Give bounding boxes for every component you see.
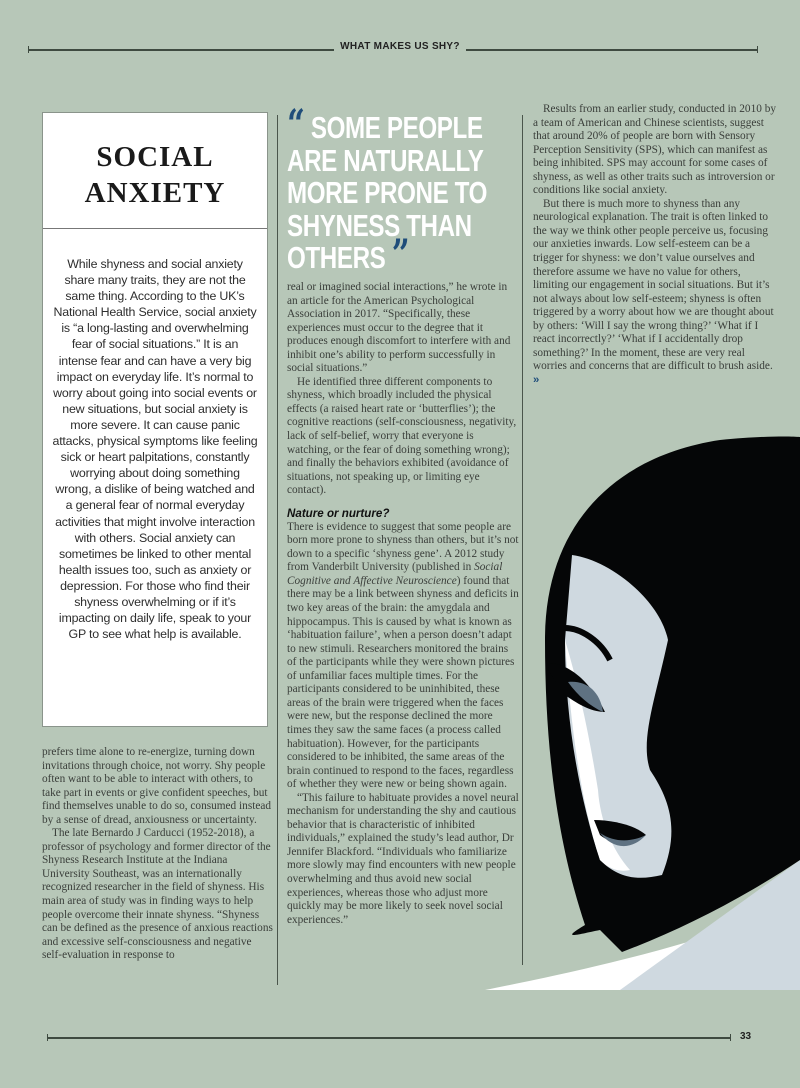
section-title: WHAT MAKES US SHY? xyxy=(0,41,800,52)
rule-end xyxy=(730,1034,731,1041)
paragraph: There is evidence to suggest that some people are born more prone to shyness than others, but it’s not down to a specific ‘shyness gene’. A 2012 study from Vanderbilt University (published in Social Cognitive and Affective Neuroscience) found that there may be a link between shyness and deficits in two key areas of the brain: the amygdala and hippocampus. This is caused by what is known as ‘habituation failure’, when a person doesn’t adapt to new stimuli. Researchers monitored the brains of the participants while they were shown pictures of unfamiliar faces multiple times. For the participants considered to be uninhibited, these areas of the brain were triggered when the faces were new, but the response declined the more times they saw the same faces (a process called habituation). However, for the participants considered to be inhibited, the same areas of the brain continued to respond to the faces, regardless of whether they were new or being shown again. xyxy=(287,520,519,791)
continue-arrow-icon: » xyxy=(533,373,540,386)
pull-quote-area xyxy=(287,101,523,278)
rule-end xyxy=(47,1034,48,1041)
paragraph: The late Bernardo J Carducci (1952-2018), a professor of psychology and former director of the Shyness Research Institute at the Indiana University Southeast, was an internationally recognized researcher in the field of shyness. His main area of study was in finding ways to help people overcome their innate shyness. “Shyness can be defined as the presence of anxious reactions and excessive self-consciousness and negative self-evaluation in response to xyxy=(42,827,273,962)
column-2 xyxy=(287,281,519,927)
page-number: 33 xyxy=(740,1031,752,1042)
journal-title: Social Cognitive and Affective Neuroscience xyxy=(287,561,503,587)
open-quote-icon: “ xyxy=(287,101,305,148)
column-divider xyxy=(277,115,278,985)
close-quote-icon: ” xyxy=(391,231,410,278)
column-1 xyxy=(42,746,274,963)
paragraph: He identified three different components to shyness, which broadly included the physical effects (a raised heart rate or ‘butterflies’); the cognitive reactions (self-consciousness, negativity, lack of self-belief, worry that everyone is watching, or the fear of doing something wrong); and finally the behaviors exhibited (avoidance of situations, not speaking up, or limiting eye contact). xyxy=(287,375,517,497)
paragraph: But there is much more to shyness than any neurological explanation. The trait is often linked to the way we think other people perceive us, focusing our anxieties inwards. Low self-esteem can be a trigger for shyness: we don’t value ourselves and therefore assume we have no value for others, limiting our engagement in social situations. But it’s not always about low self-esteem; shyness is often triggered by a worry about how we are thought about by others: ‘Will I say the wrong thing?’ ‘What if I react incorrectly?’ ‘What if I accidentally drop something?’ In the moment, these are very real worries and concerns that are difficult to brush aside. » xyxy=(533,197,774,386)
subheading: Nature or nurture? xyxy=(287,506,390,520)
paragraph: “This failure to habituate provides a novel neural mechanism for understanding the shy and cautious behavior that is characteristic of inhibited individuals,” explained the study’s lead author, Dr Jennifer Blackford. “Individuals who familiarize more slowly may find encounters with new people overwhelming and thus avoid new social experiences, whereas those who adjust more quickly may be more likely to seek novel social experiences.” xyxy=(287,791,519,926)
paragraph: prefers time alone to re-energize, turning down invitations through choice, not worry. Shy people often want to be able to interact with others, to take part in events or give confident speeches, but find themselves unable to do so, consumed instead by a sense of dread, anxiousness or uncertainty. xyxy=(42,746,272,826)
footer-rule xyxy=(47,1037,730,1039)
sidebar-text: While shyness and social anxiety share many traits, they are not the same thing. According to the UK’s National Health Service, social anxiety is “a long-lasting and overwhelming fear of social situations.” It is an intense fear and can have a very big impact on everyday life. It’s normal to worry about going into social events or new situations, but social anxiety is more severe. It can cause panic attacks, physical symptoms like feeling sick or heart palpitations, constantly worrying about doing something wrong, a dislike of being watched and a general fear of normal everyday activities that might involve interaction with others. Social anxiety can sometimes be linked to other mental health issues too, such as anxiety or depression. For those who find their shyness overwhelming or if it’s impacting on daily life, speak to your GP to see what help is available. xyxy=(52,257,258,642)
paragraph: real or imagined social interactions,” he wrote in an article for the American Psychological Association in 2017. “Specifically, these experiences must occur to the degree that it produces enough discomfort to interfere with and inhibit one’s ability to perform successfully in social situations.” xyxy=(287,281,511,375)
column-3 xyxy=(533,103,779,387)
paragraph: Results from an earlier study, conducted in 2010 by a team of American and Chinese scientists, suggest that around 20% of people are born with Sensory Perception Sensitivity (SPS), which can manifest as being inhibited. SPS may account for some cases of shyness, as well as other traits such as introversion or conditions like social anxiety. xyxy=(533,103,776,197)
sidebar-title: SOCIAL ANXIETY xyxy=(43,113,267,229)
social-anxiety-sidebar xyxy=(42,112,268,727)
pull-quote: “ SOME PEOPLE ARE NATURALLY MORE PRONE TO SHYNESS THAN OTHERS ” xyxy=(287,101,488,278)
